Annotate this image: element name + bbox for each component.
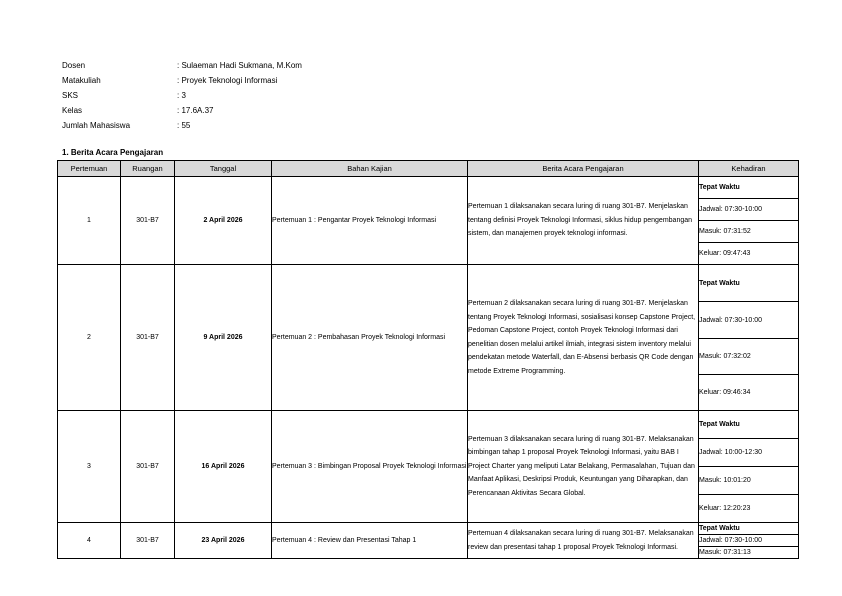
kehadiran-status: Tepat Waktu <box>699 265 799 302</box>
cell-ruangan: 301-B7 <box>121 177 175 265</box>
cell-ruangan: 301-B7 <box>121 411 175 523</box>
header-tanggal: Tanggal <box>175 161 272 177</box>
header-ruangan: Ruangan <box>121 161 175 177</box>
info-value: : 3 <box>177 91 186 100</box>
header-bahan-kajian: Bahan Kajian <box>272 161 468 177</box>
kehadiran-jadwal: Jadwal: 07:30-10:00 <box>699 302 799 339</box>
info-row-jumlah <box>62 118 302 133</box>
cell-pertemuan: 1 <box>58 177 121 265</box>
cell-berita-acara: Pertemuan 4 dilaksanakan secara luring di ruang 301-B7. Melaksanakan review dan presentasi tahap 1 proposal Proyek Teknologi Informasi. <box>468 523 699 559</box>
cell-bahan-kajian: Pertemuan 1 : Pengantar Proyek Teknologi Informasi <box>272 177 468 265</box>
cell-bahan-kajian: Pertemuan 2 : Pembahasan Proyek Teknologi Informasi <box>272 265 468 411</box>
cell-berita-acara: Pertemuan 1 dilaksanakan secara luring di ruang 301-B7. Menjelaskan tentang definisi Proyek Teknologi Informasi, siklus hidup pengembangan sistem, dan manajemen proyek teknologi informasi. <box>468 177 699 265</box>
cell-ruangan: 301-B7 <box>121 523 175 559</box>
table-row <box>58 523 799 535</box>
info-row-dosen <box>62 58 302 73</box>
kehadiran-jadwal: Jadwal: 07:30-10:00 <box>699 535 799 547</box>
kehadiran-keluar: Keluar: 12:20:23 <box>699 495 799 523</box>
kehadiran-keluar: Keluar: 09:47:43 <box>699 243 799 265</box>
berita-acara-table <box>57 160 799 559</box>
header-kehadiran: Kehadiran <box>699 161 799 177</box>
table-header-row <box>58 161 799 177</box>
table-row <box>58 265 799 302</box>
cell-berita-acara: Pertemuan 3 dilaksanakan secara luring di ruang 301-B7. Melaksanakan bimbingan tahap 1 proposal Proyek Teknologi Informasi, yaitu BAB I Project Charter yang meliputi Latar Belakang, Permasalahan, Tujuan dan Manfaat Aplikasi, Deskripsi Produk, Keuntungan yang Diharapkan, dan Perencanaan Aktivitas Secara Global. <box>468 411 699 523</box>
cell-tanggal: 2 April 2026 <box>175 177 272 265</box>
cell-pertemuan: 3 <box>58 411 121 523</box>
course-info <box>62 58 302 133</box>
kehadiran-masuk: Masuk: 07:31:52 <box>699 221 799 243</box>
kehadiran-jadwal: Jadwal: 10:00-12:30 <box>699 439 799 467</box>
cell-ruangan: 301-B7 <box>121 265 175 411</box>
cell-bahan-kajian: Pertemuan 3 : Bimbingan Proposal Proyek Teknologi Informasi <box>272 411 468 523</box>
cell-tanggal: 9 April 2026 <box>175 265 272 411</box>
header-berita-acara: Berita Acara Pengajaran <box>468 161 699 177</box>
cell-pertemuan: 2 <box>58 265 121 411</box>
kehadiran-jadwal: Jadwal: 07:30-10:00 <box>699 199 799 221</box>
info-label: Kelas <box>62 106 83 115</box>
info-value: : 55 <box>177 121 191 130</box>
kehadiran-status: Tepat Waktu <box>699 411 799 439</box>
info-row-matakuliah <box>62 73 302 88</box>
info-row-kelas <box>62 103 302 118</box>
cell-pertemuan: 4 <box>58 523 121 559</box>
kehadiran-masuk: Masuk: 10:01:20 <box>699 467 799 495</box>
info-label: Jumlah Mahasiswa <box>62 121 131 130</box>
cell-berita-acara: Pertemuan 2 dilaksanakan secara luring di ruang 301-B7. Menjelaskan tentang Proyek Teknologi Informasi, sosialisasi konsep Capstone Project, Pedoman Capstone Project, contoh Proyek Teknologi Informasi dari penelitian dosen melalui artikel ilmiah, integrasi sistem inventory melalui pendekatan metode Waterfall, dan E-Absensi berbasis QR Code dengan metode Extreme Programming. <box>468 265 699 411</box>
section-title: 1. Berita Acara Pengajaran <box>62 148 164 157</box>
table-row <box>58 177 799 199</box>
kehadiran-keluar: Keluar: 09:46:34 <box>699 375 799 411</box>
info-label: Matakuliah <box>62 76 101 85</box>
cell-bahan-kajian: Pertemuan 4 : Review dan Presentasi Tahap 1 <box>272 523 468 559</box>
kehadiran-status: Tepat Waktu <box>699 523 799 535</box>
kehadiran-status: Tepat Waktu <box>699 177 799 199</box>
info-label: SKS <box>62 91 79 100</box>
cell-tanggal: 23 April 2026 <box>175 523 272 559</box>
table-row <box>58 411 799 439</box>
info-value: : Proyek Teknologi Informasi <box>177 76 278 85</box>
kehadiran-masuk: Masuk: 07:32:02 <box>699 339 799 375</box>
info-label: Dosen <box>62 61 86 70</box>
cell-tanggal: 16 April 2026 <box>175 411 272 523</box>
header-pertemuan: Pertemuan <box>58 161 121 177</box>
info-value: : Sulaeman Hadi Sukmana, M.Kom <box>177 61 302 70</box>
info-row-sks <box>62 88 302 103</box>
kehadiran-masuk: Masuk: 07:31:13 <box>699 547 799 559</box>
info-value: : 17.6A.37 <box>177 106 214 115</box>
